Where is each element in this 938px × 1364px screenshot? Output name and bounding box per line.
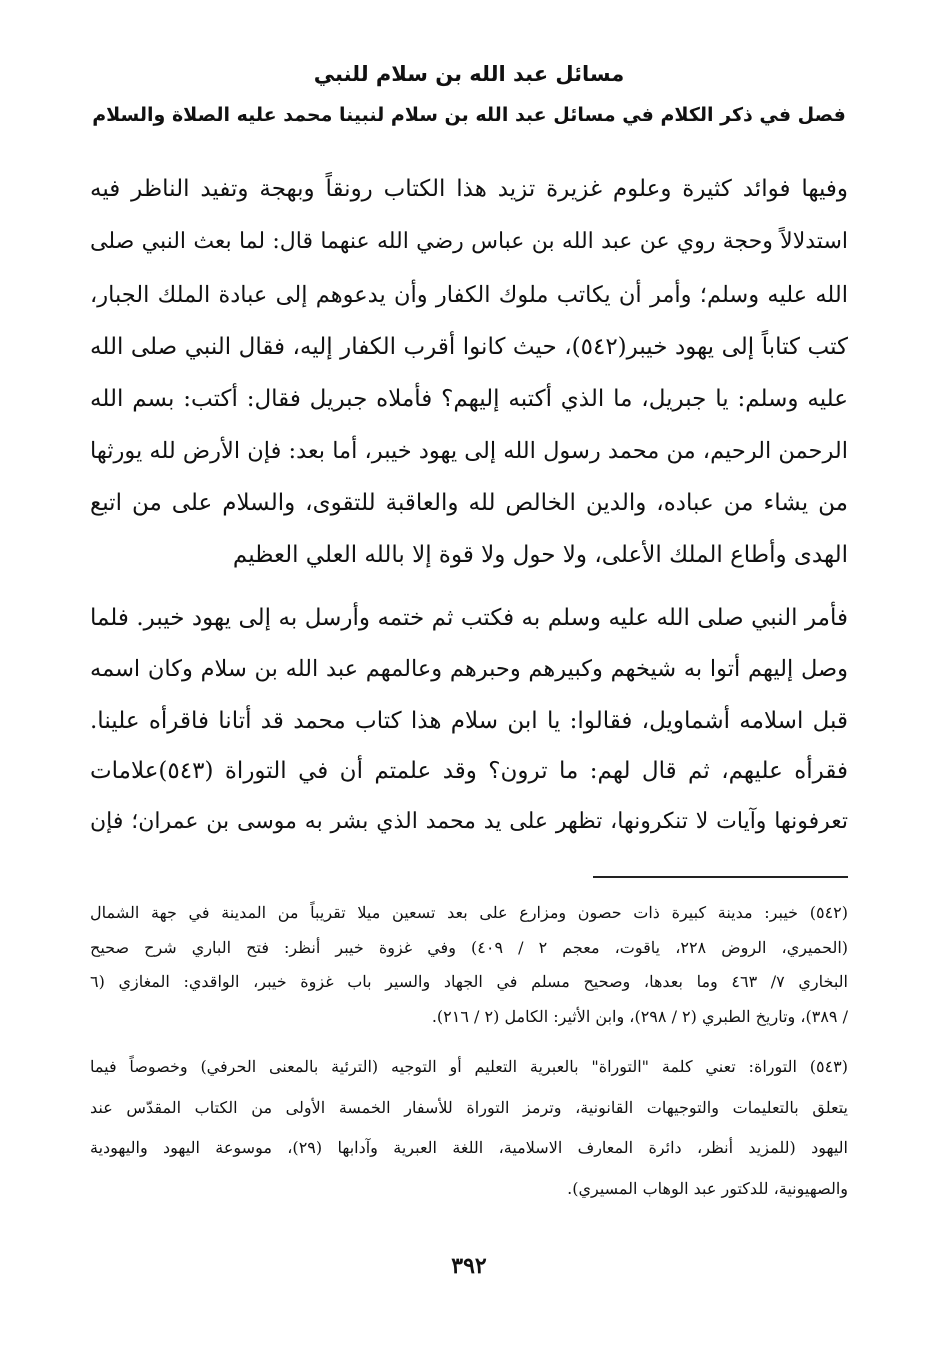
text-line: وفيها فوائد كثيرة وعلوم غزيرة تزيد هذا الكتاب رونقاً وبهجة وتفيد الناظر فيه xyxy=(90,176,848,202)
section-heading: فصل في ذكر الكلام في مسائل عبد الله بن سلام لنبينا محمد عليه الصلاة والسلام xyxy=(92,104,846,126)
footnote-line: (الحميري، الروض ٢٢٨، ياقوت، معجم ٢ / ٤٠٩) وفي غزوة خيبر أنظر: فتح الباري شرح صحيح xyxy=(90,938,849,957)
footnote-line: يتعلق بالتعليمات والتوجيهات القانونية، وترمز التوراة للأسفار الخمسة الأولى من الكتاب المقدّس عند xyxy=(90,1098,848,1117)
text-line: الرحمن الرحيم، من محمد رسول الله إلى يهود خيبر، أما بعد: فإن الأرض لله يورثها xyxy=(90,438,848,464)
text-line: فأمر النبي صلى الله عليه وسلم به فكتب ثم ختمه وأرسل به إلى يهود خيبر. فلما xyxy=(90,605,848,631)
text-line: من يشاء من عباده، والدين الخالص لله والعاقبة للتقوى، والسلام على من اتبع xyxy=(90,490,848,516)
footnote-line: / ٣٨٩)، وتاريخ الطبري (٢ / ٢٩٨)، وابن الأثير: الكامل (٢ / ٢١٦). xyxy=(431,1007,848,1026)
text-line: وصل إليهم أتوا به شيخهم وكبيرهم وحبرهم وعالمهم عبد الله بن سلام وكان اسمه xyxy=(90,656,848,682)
footnote-line: والصهيونية، للدكتور عبد الوهاب المسيري). xyxy=(567,1179,848,1198)
text-line: عليه وسلم: يا جبريل، ما الذي أكتبه إليهم؟ فأملاه جبريل فقال: أكتب: بسم الله xyxy=(90,386,848,412)
page-title: مسائل عبد الله بن سلام للنبي xyxy=(313,62,625,86)
text-line: الله عليه وسلم؛ وأمر أن يكاتب ملوك الكفار وأن يدعوهم إلى عبادة الملك الجبار، xyxy=(90,282,848,308)
text-line: تعرفونها وآيات لا تنكرونها، تظهر على يد محمد الذي بشر به موسى بن عمران؛ فإن xyxy=(90,809,848,834)
footnote-line: (٥٤٢) خيبر: مدينة كبيرة ذات حصون ومزارع على بعد تسعين ميلا تقريباً من المدينة في جهة الشمال xyxy=(90,903,848,922)
footnote-line: (٥٤٣) التوراة: تعني كلمة "التوراة" بالعبرية التعليم أو التوجيه (الترئية بالمعنى الحرفي) وخصوصاً فيما xyxy=(90,1057,848,1076)
page-number: ٣٩٢ xyxy=(451,1253,487,1279)
text-line: قبل اسلامه أشماويل، فقالوا: يا ابن سلام هذا كتاب محمد قد أتانا فاقرأه علينا. xyxy=(90,708,848,734)
footnote-divider xyxy=(593,876,848,878)
text-line: فقرأه عليهم، ثم قال لهم: ما ترون؟ وقد علمتم أن في التوراة (٥٤٣)علامات xyxy=(90,758,848,784)
text-line: كتب كتاباً إلى يهود خيبر(٥٤٢)، حيث كانوا أقرب الكفار إليه، فقال النبي صلى الله xyxy=(90,334,849,360)
footnote-line: البخاري ٧/ ٤٦٣ وما بعدها، وصحيح مسلم في الجهاد والسير باب غزوة خيبر، الواقدي: المغازي (٦ xyxy=(90,972,848,991)
text-line: استدلالاً وحجة روي عن عبد الله بن عباس رضي الله عنهما قال: لما بعث النبي صلى xyxy=(90,229,848,254)
footnote-line: اليهود (للمزيد أنظر، دائرة المعارف الاسلامية، اللغة العبرية وآدابها (٢٩)، موسوعة اليهود واليهودية xyxy=(90,1138,849,1157)
text-line: الهدى وأطاع الملك الأعلى، ولا حول ولا قوة إلا بالله العلي العظيم xyxy=(232,542,848,568)
